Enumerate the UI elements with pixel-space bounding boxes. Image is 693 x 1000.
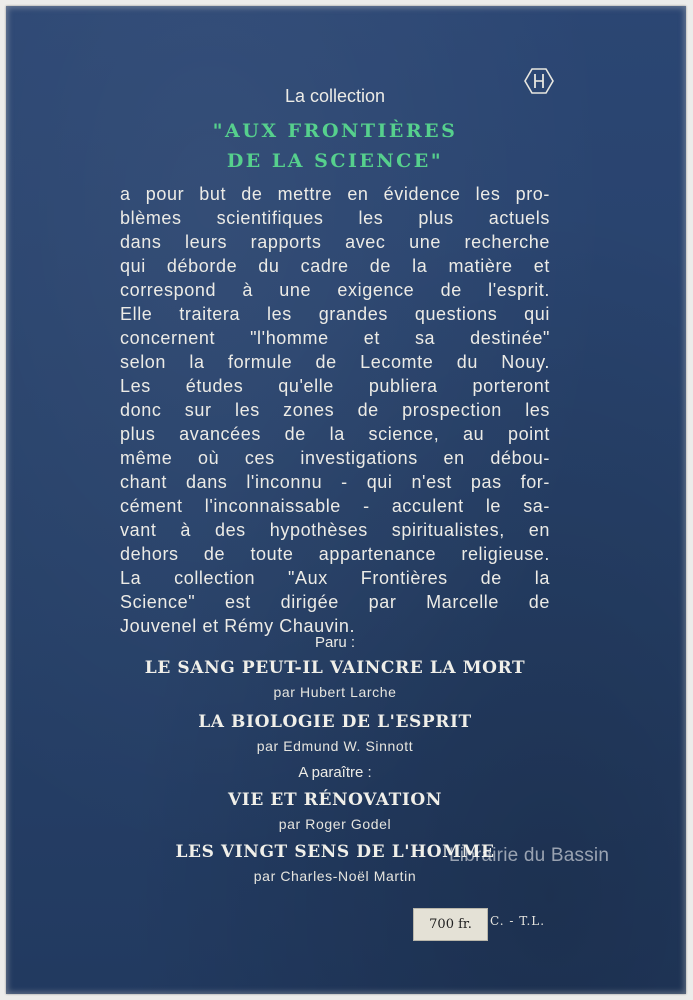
description-line: chant dans l'inconnu - qui n'est pas for-: [120, 472, 550, 492]
book-title: LES VINGT SENS DE L'HOMME: [175, 842, 495, 862]
description-line: a pour but de mettre en évidence les pro-: [120, 184, 550, 204]
description-line-last: Jouvenel et Rémy Chauvin.: [120, 616, 356, 636]
description-line: dehors de toute appartenance religieuse.: [120, 544, 550, 564]
description-line: qui déborde du cadre de la matière et: [120, 256, 550, 276]
description-line: concernent "l'homme et sa destinée": [120, 328, 550, 348]
description-line: dans leurs rapports avec une recherche: [120, 232, 550, 252]
book-author: par Edmund W. Sinnott: [256, 738, 414, 754]
description-line: selon la formule de Lecomte du Nouy.: [120, 352, 550, 372]
description-line: correspond à une exigence de l'esprit.: [120, 280, 550, 300]
book-title: LE SANG PEUT-IL VAINCRE LA MORT: [144, 658, 526, 678]
book-author: par Charles-Noël Martin: [253, 868, 417, 884]
description-line: Elle traitera les grandes questions qui: [120, 304, 550, 324]
book-author: par Hubert Larche: [273, 684, 397, 700]
description-line: plus avancées de la science, au point: [120, 424, 550, 444]
forthcoming-label: A paraître :: [298, 764, 372, 781]
description-line: donc sur les zones de prospection les: [120, 400, 550, 420]
book-title: VIE ET RÉNOVATION: [228, 790, 442, 810]
collection-name-line1: "AUX FRONTIÈRES: [212, 120, 458, 142]
collection-name-line2: DE LA SCIENCE": [226, 150, 444, 172]
book-title: LA BIOLOGIE DE L'ESPRIT: [198, 712, 472, 732]
description-line: Science" est dirigée par Marcelle de: [120, 592, 550, 612]
description-line: blèmes scientifiques les plus actuels: [120, 208, 550, 228]
description-line: vant à des hypothèses spiritualistes, en: [120, 520, 550, 540]
description-line: Les études qu'elle publiera porteront: [120, 376, 550, 396]
book-author: par Roger Godel: [278, 816, 392, 832]
published-label: Paru :: [314, 634, 356, 651]
printer-mark: C. - T.L.: [490, 914, 546, 928]
collection-description: [120, 182, 550, 638]
collection-intro: La collection: [284, 86, 386, 106]
description-line: La collection "Aux Frontières de la: [120, 568, 550, 588]
seller-watermark: Librairie du Bassin: [449, 845, 610, 866]
price-sticker: 700 fr.: [413, 908, 488, 941]
description-line: cément l'inconnaissable - acculent le sa-: [120, 496, 550, 516]
description-line: même où ces investigations en débou-: [120, 448, 550, 468]
